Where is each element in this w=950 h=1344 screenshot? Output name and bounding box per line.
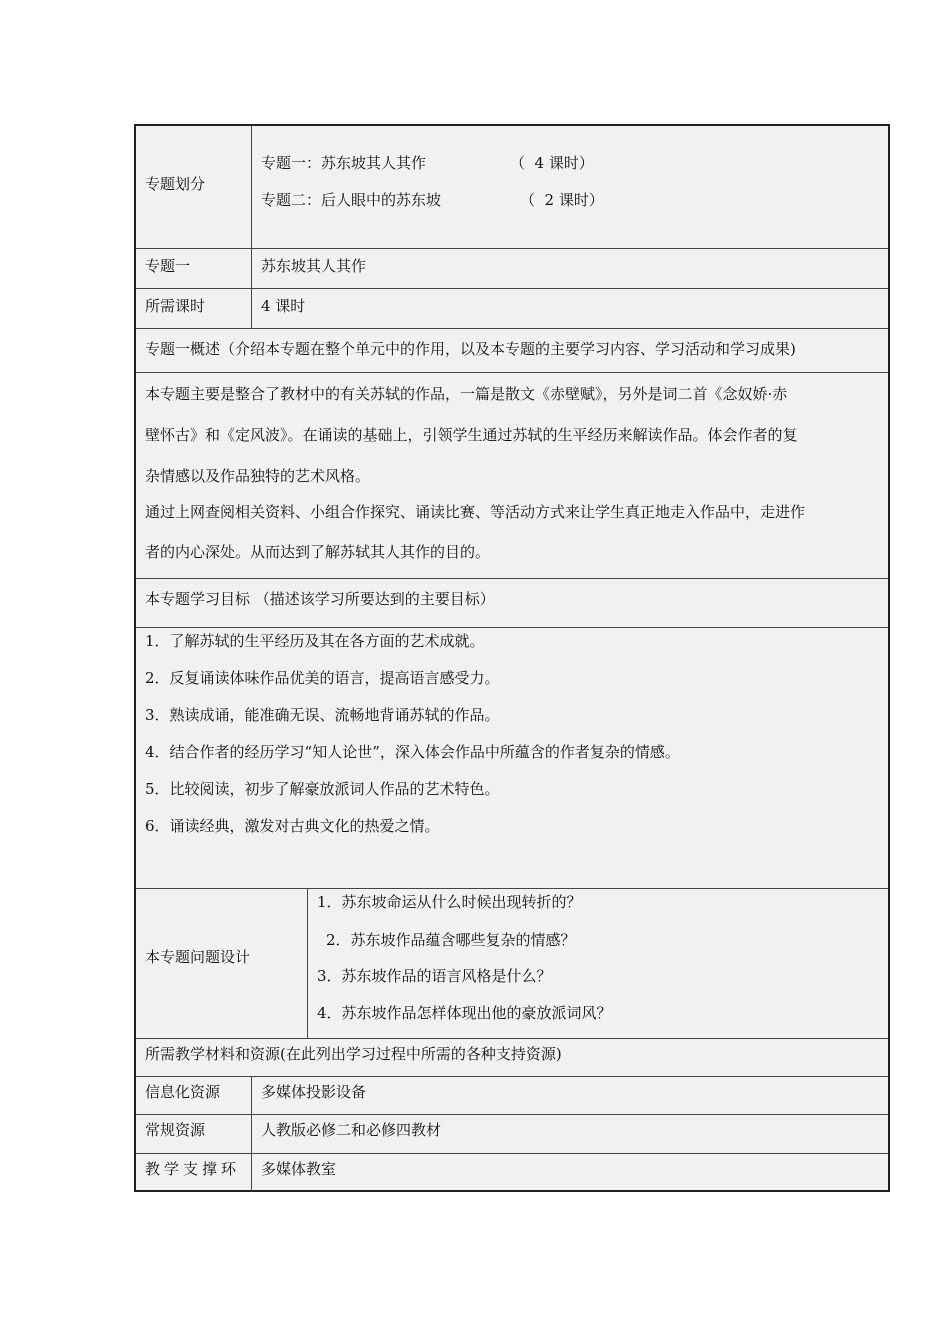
topic1-value-cell bbox=[252, 249, 888, 288]
question-item-2: 2．苏东坡作品蕴含哪些复杂的情感？ bbox=[326, 931, 576, 949]
topic-1-name: 专题一：苏东坡其人其作 bbox=[261, 154, 427, 172]
materials-row-2-label-cell bbox=[136, 1115, 252, 1153]
topic-2-hours: （ 2 课时） bbox=[520, 191, 604, 209]
hours-label: 所需课时 bbox=[145, 297, 206, 315]
materials-row-2-value-cell bbox=[252, 1115, 888, 1153]
hours-value-cell bbox=[252, 289, 888, 328]
goals-list-row bbox=[136, 628, 888, 889]
materials-row-2-value: 人教版必修二和必修四教材 bbox=[261, 1121, 442, 1139]
hours-label-cell bbox=[136, 289, 252, 328]
division-label-cell bbox=[136, 126, 252, 248]
goal-item-6: 6．诵读经典，激发对古典文化的热爱之情。 bbox=[145, 817, 440, 835]
division-value-cell bbox=[252, 126, 888, 248]
questions-row bbox=[136, 889, 888, 1039]
materials-row-1 bbox=[136, 1077, 888, 1115]
materials-row-3-label-cell bbox=[136, 1154, 252, 1192]
hours-value: 4 课时 bbox=[261, 297, 306, 315]
questions-list-cell bbox=[308, 889, 888, 1038]
materials-row-1-label: 信息化资源 bbox=[145, 1083, 221, 1101]
goals-header-row bbox=[136, 579, 888, 628]
materials-header-row bbox=[136, 1039, 888, 1077]
topic-2-name: 专题二：后人眼中的苏东坡 bbox=[261, 191, 442, 209]
overview-line-1: 本专题主要是整合了教材中的有关苏轼的作品，一篇是散文《赤壁赋》，另外是词二首《念奴娇·赤 bbox=[145, 385, 788, 403]
materials-row-2-label: 常规资源 bbox=[145, 1121, 206, 1139]
materials-row-1-label-cell bbox=[136, 1077, 252, 1114]
topic-1-hours: （ 4 课时） bbox=[510, 154, 594, 172]
topic1-row bbox=[136, 249, 888, 289]
materials-row-1-value-cell bbox=[252, 1077, 888, 1114]
overview-header-row bbox=[136, 329, 888, 373]
overview-line-3: 杂情感以及作品独特的艺术风格。 bbox=[145, 467, 371, 485]
materials-row-3-value: 多媒体教室 bbox=[261, 1160, 337, 1178]
goal-item-2: 2．反复诵读体味作品优美的语言，提高语言感受力。 bbox=[145, 669, 500, 687]
division-label: 专题划分 bbox=[145, 175, 206, 193]
overview-line-2: 壁怀古》和《定风波》。在诵读的基础上，引领学生通过苏轼的生平经历来解读作品。体会作者的复 bbox=[145, 426, 798, 444]
division-row bbox=[136, 126, 888, 249]
topic1-label: 专题一 bbox=[145, 257, 191, 275]
materials-row-3 bbox=[136, 1154, 888, 1192]
goal-item-4: 4．结合作者的经历学习“知人论世”，深入体会作品中所蕴含的作者复杂的情感。 bbox=[145, 743, 680, 761]
goals-header: 本专题学习目标 （描述该学习所要达到的主要目标） bbox=[145, 590, 495, 608]
materials-row-3-label: 教学支撑环 bbox=[145, 1160, 241, 1178]
goal-item-5: 5．比较阅读，初步了解豪放派词人作品的艺术特色。 bbox=[145, 780, 500, 798]
topic1-value: 苏东坡其人其作 bbox=[261, 257, 367, 275]
hours-row bbox=[136, 289, 888, 329]
overview-line-4: 通过上网查阅相关资料、小组合作探究、诵读比赛、等活动方式来让学生真正地走入作品中，走进作 bbox=[145, 503, 806, 521]
lesson-plan-table bbox=[134, 124, 890, 1192]
question-item-1: 1．苏东坡命运从什么时候出现转折的？ bbox=[317, 893, 582, 911]
materials-header: 所需教学材料和资源(在此列出学习过程中所需的各种支持资源) bbox=[145, 1045, 562, 1063]
overview-line-5: 者的内心深处。从而达到了解苏轼其人其作的目的。 bbox=[145, 543, 491, 561]
overview-header: 专题一概述（介绍本专题在整个单元中的作用，以及本专题的主要学习内容、学习活动和学习成果) bbox=[145, 340, 796, 358]
goal-item-3: 3．熟读成诵，能准确无误、流畅地背诵苏轼的作品。 bbox=[145, 706, 500, 724]
questions-label-cell bbox=[136, 889, 308, 1038]
question-item-3: 3．苏东坡作品的语言风格是什么？ bbox=[317, 967, 552, 985]
topic1-label-cell bbox=[136, 249, 252, 288]
question-item-4: 4．苏东坡作品怎样体现出他的豪放派词风？ bbox=[317, 1004, 612, 1022]
goal-item-1: 1．了解苏轼的生平经历及其在各方面的艺术成就。 bbox=[145, 632, 485, 650]
questions-label: 本专题问题设计 bbox=[145, 948, 251, 966]
materials-row-2 bbox=[136, 1115, 888, 1154]
materials-row-3-value-cell bbox=[252, 1154, 888, 1192]
materials-row-1-value: 多媒体投影设备 bbox=[261, 1083, 367, 1101]
overview-body-row bbox=[136, 373, 888, 579]
